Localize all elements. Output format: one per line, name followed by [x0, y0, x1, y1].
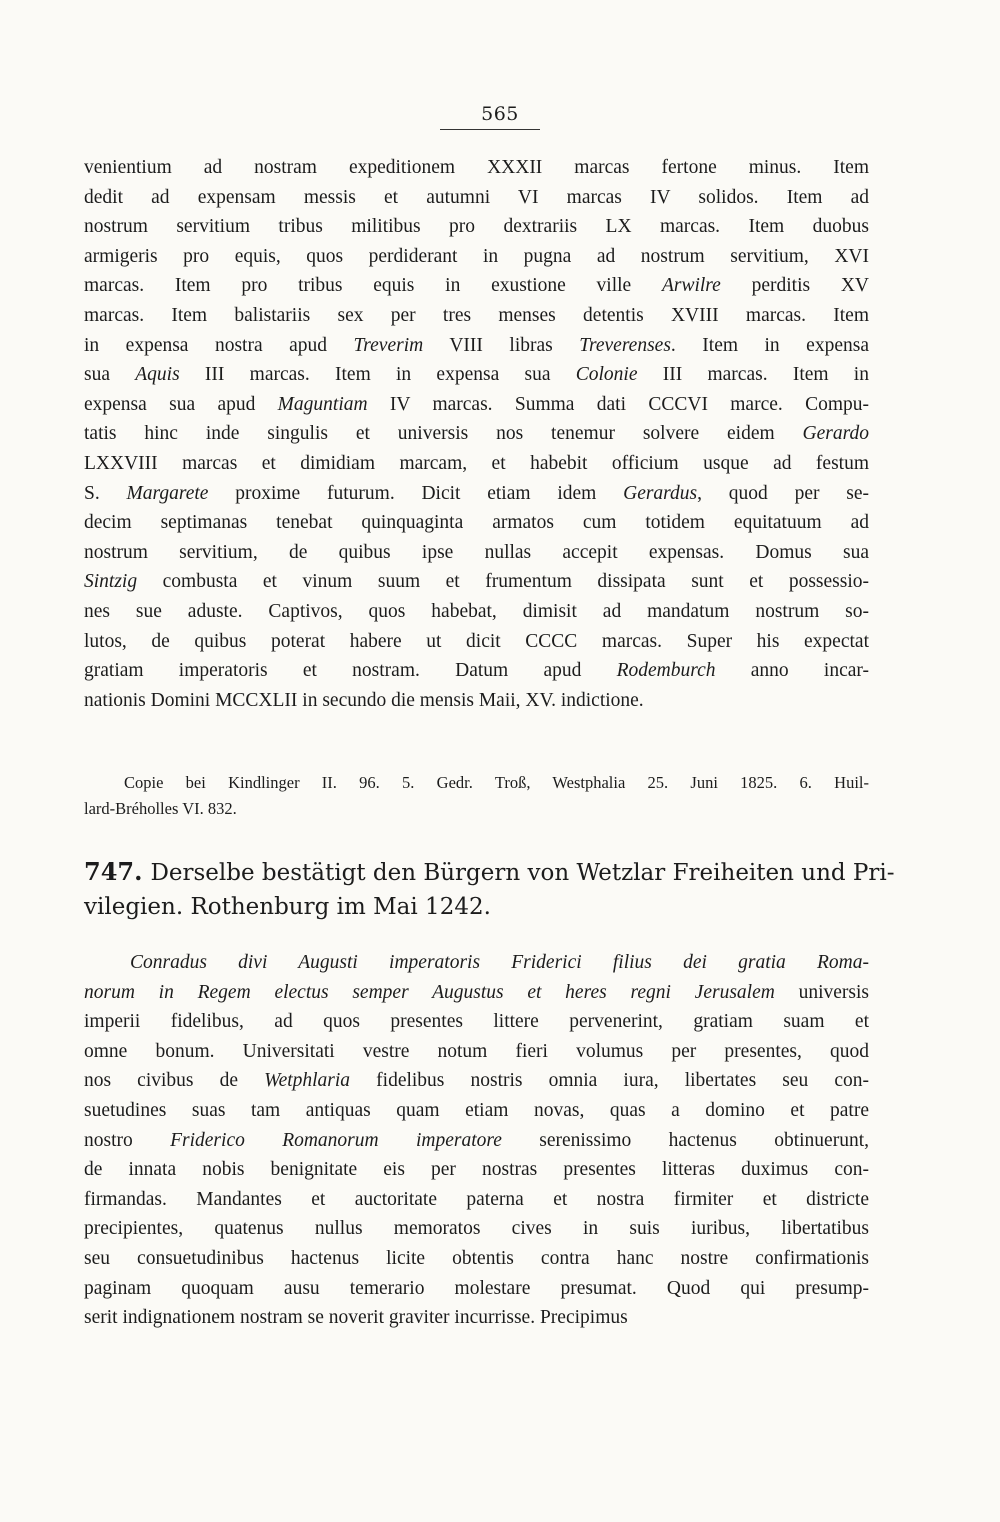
entry-heading-line-2: vilegien. Rothenburg im Mai 1242.: [84, 894, 491, 920]
text-line: [84, 1155, 869, 1185]
text-run: serit indignationem nostram se noverit graviter incurrisse. Precipimus: [84, 1307, 628, 1329]
text-line: [84, 360, 869, 390]
charter-text-new: [84, 948, 869, 1333]
text-run: seu consuetudinibus hactenus licite obtentis contra hanc nostre confirmationis: [84, 1247, 869, 1269]
text-line: [84, 1244, 869, 1274]
text-run: sua: [84, 364, 136, 386]
italic-name: Gerardus: [623, 482, 698, 504]
text-run: IV marcas. Summa dati CCCVI marce. Compu-: [367, 393, 869, 415]
text-line: [84, 301, 869, 331]
text-run: , quod per se-: [697, 482, 869, 504]
text-run: firmandas. Mandantes et auctoritate paterna et nostra firmiter et districte: [84, 1188, 869, 1210]
italic-name: Treverim: [353, 334, 424, 356]
text-line: [84, 271, 869, 301]
italic-name: Wetphlaria: [264, 1070, 351, 1092]
text-line: [84, 1126, 869, 1156]
text-line: [84, 538, 869, 568]
text-line: [84, 627, 869, 657]
text-run: proxime futurum. Dicit etiam idem: [208, 482, 624, 504]
italic-name: Gerardo: [802, 423, 869, 445]
italic-name: Arwilre: [661, 275, 721, 297]
italic-name: Colonie: [575, 364, 638, 386]
text-run: . Item in expensa: [670, 334, 869, 356]
text-run: nos civibus de: [84, 1070, 265, 1092]
text-run: III marcas. Item in expensa sua: [179, 364, 576, 386]
text-run: nostrum servitium, de quibus ipse nullas accepit expensas. Domus sua: [84, 541, 869, 563]
italic-name: Margarete: [126, 482, 209, 504]
text-line: [84, 1274, 869, 1304]
text-run: armigeris pro equis, quos perdiderant in pugna ad nostrum servitium, XVI: [84, 245, 869, 267]
text-line: [84, 331, 869, 361]
text-line: [84, 153, 869, 183]
source-note: [84, 770, 869, 822]
italic-name: Rodemburch: [616, 660, 716, 682]
text-run: precipientes, quatenus nullus memoratos cives in suis iuribus, libertatibus: [84, 1218, 869, 1240]
text-run: lutos, de quibus poterat habere ut dicit CCCC marcas. Super his expectat: [84, 630, 869, 652]
italic-name: Aquis: [135, 364, 180, 386]
entry-heading-text-1: Derselbe bestätigt den Bürgern von Wetzlar Freiheiten und Pri-: [150, 860, 895, 886]
text-line: [84, 212, 869, 242]
text-line: [84, 242, 869, 272]
text-run: marcas. Item balistariis sex per tres menses detentis XVIII marcas. Item: [84, 304, 869, 326]
text-run: VIII libras: [423, 334, 580, 356]
text-line: [84, 686, 869, 716]
page-number-rule: [440, 129, 540, 130]
text-line: [84, 1303, 869, 1333]
italic-name: Maguntiam: [277, 393, 368, 415]
text-run: de innata nobis benignitate eis per nostras presentes litteras duximus con-: [84, 1159, 869, 1181]
text-run: imperii fidelibus, ad quos presentes littere pervenerint, gratiam suam et: [84, 1011, 869, 1033]
page-number: 565: [481, 103, 519, 125]
text-run: anno incar-: [715, 660, 869, 682]
text-run: omne bonum. Universitati vestre notum fieri volumus per presentes, quod: [84, 1040, 869, 1062]
italic-name: Treverenses: [579, 334, 671, 356]
text-run: expensa sua apud: [84, 393, 278, 415]
text-run: paginam quoquam ausu temerario molestare presumat. Quod qui presump-: [84, 1277, 869, 1299]
text-run: gratiam imperatoris et nostram. Datum apud: [84, 660, 617, 682]
text-run: nes sue aduste. Captivos, quos habebat, dimisit ad mandatum nostrum so-: [84, 600, 869, 622]
text-run: tatis hinc inde singulis et universis nos tenemur solvere eidem: [84, 423, 803, 445]
italic-name: Sintzig: [84, 571, 138, 593]
text-line: [84, 1007, 869, 1037]
text-run: nostro: [84, 1129, 171, 1151]
text-line: [84, 597, 869, 627]
text-line: [84, 183, 869, 213]
text-line: [84, 1096, 869, 1126]
source-note-line: lard-Bréholles VI. 832.: [84, 799, 237, 818]
italic-name: Conradus divi Augusti imperatoris Friderici filius dei gratia Roma-: [130, 952, 869, 973]
text-run: dedit ad expensam messis et autumni VI marcas IV solidos. Item ad: [84, 186, 869, 208]
text-line: [84, 567, 869, 597]
text-run: venientium ad nostram expeditionem XXXII marcas fertone minus. Item: [84, 157, 869, 178]
text-line: [84, 449, 869, 479]
italic-name: norum in Regem electus semper Augustus et heres regni Jerusalem: [84, 981, 775, 1003]
text-run: S.: [84, 482, 127, 504]
text-line: [84, 948, 869, 978]
text-run: III marcas. Item in: [637, 364, 869, 386]
text-run: LXXVIII marcas et dimidiam marcam, et habebit officium usque ad festum: [84, 452, 869, 474]
text-line: [84, 656, 869, 686]
italic-name: Friderico Romanorum imperatore: [170, 1129, 502, 1151]
text-run: nostrum servitium tribus militibus pro dextrariis LX marcas. Item duobus: [84, 216, 869, 238]
text-line: [84, 1037, 869, 1067]
text-run: serenissimo hactenus obtinuerunt,: [501, 1129, 869, 1151]
text-run: fidelibus nostris omnia iura, libertates seu con-: [350, 1070, 869, 1092]
text-line: [84, 508, 869, 538]
entry-number: 747.: [84, 857, 143, 886]
text-run: combusta et vinum suum et frumentum dissipata sunt et possessio-: [137, 571, 869, 593]
entry-heading-line-1: [84, 855, 895, 890]
text-run: decim septimanas tenebat quinquaginta armatos cum totidem equitatuum ad: [84, 512, 869, 534]
text-line: [84, 1214, 869, 1244]
text-line: [84, 978, 869, 1008]
text-line: [84, 1185, 869, 1215]
text-run: universis: [774, 981, 869, 1003]
charter-text-continued: [84, 153, 869, 715]
text-run: marcas. Item pro tribus equis in exustione ville: [84, 275, 662, 297]
text-line: [84, 1066, 869, 1096]
text-line: [84, 390, 869, 420]
text-run: nationis Domini MCCXLII in secundo die mensis Maii, XV. indictione.: [84, 689, 644, 711]
text-run: in expensa nostra apud: [84, 334, 354, 356]
text-line: [84, 479, 869, 509]
text-run: perditis XV: [720, 275, 869, 297]
entry-heading: [84, 855, 895, 924]
source-note-line: Copie bei Kindlinger II. 96. 5. Gedr. Troß, Westphalia 25. Juni 1825. 6. Huil-: [124, 773, 869, 792]
text-line: [84, 419, 869, 449]
text-run: suetudines suas tam antiquas quam etiam novas, quas a domino et patre: [84, 1099, 869, 1121]
